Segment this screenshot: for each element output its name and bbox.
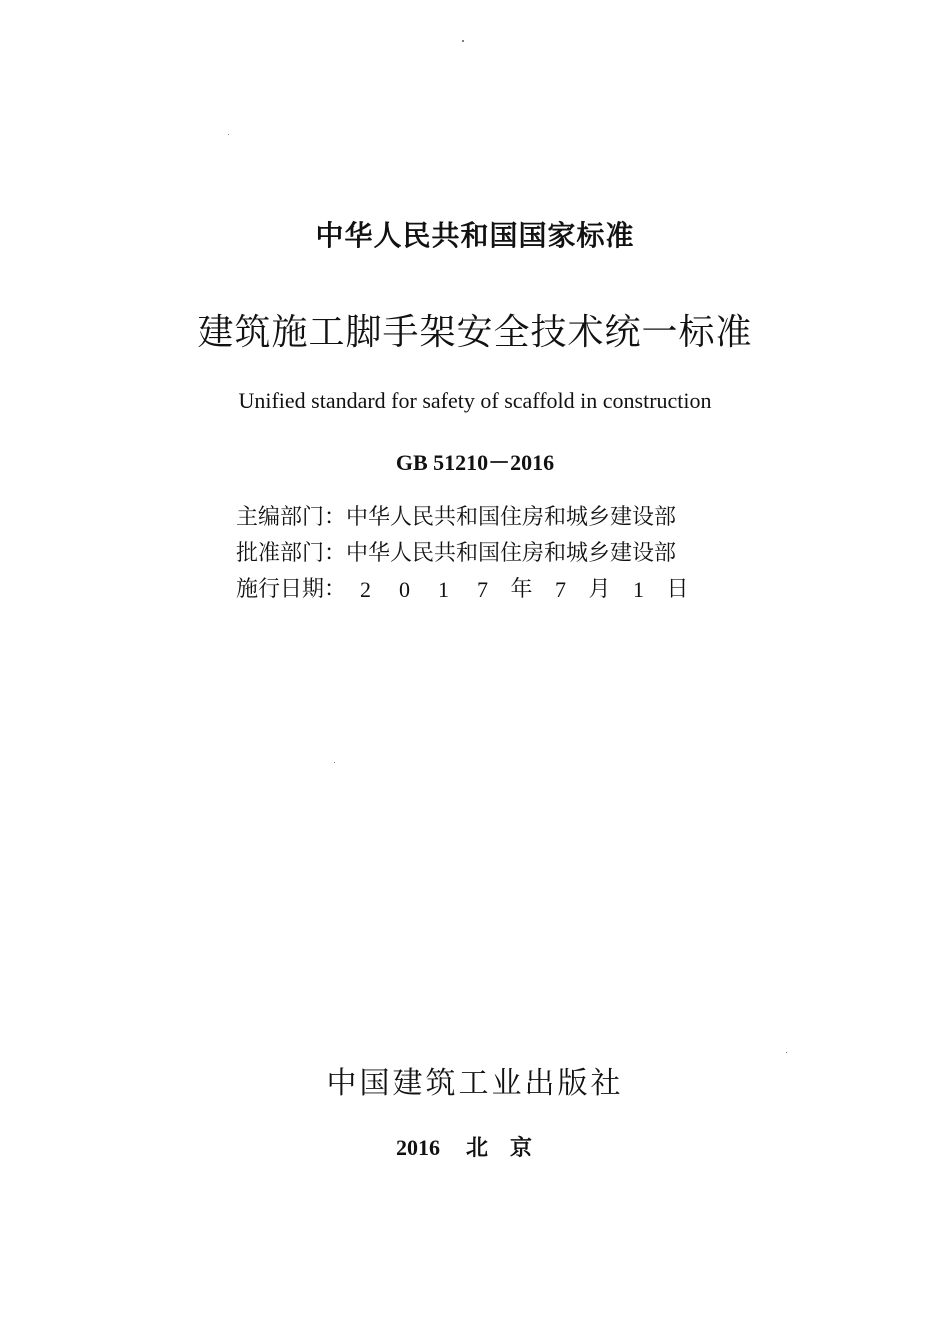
date-digit: 0: [399, 577, 411, 602]
imprint-line: [0, 1132, 950, 1164]
approver-value: 中华人民共和国住房和城乡建设部: [346, 541, 677, 566]
imprint-year: 2016: [395, 1135, 440, 1160]
approver-row: [236, 536, 756, 572]
effective-date-label: 施行日期: [236, 577, 325, 602]
effective-date-colon: ：: [324, 577, 347, 602]
document-title-english: Unified standard for safety of scaffold in construction: [238, 388, 712, 413]
editor-row: [236, 500, 756, 536]
date-day-char: 日: [666, 577, 689, 602]
editor-colon: ：: [324, 505, 347, 530]
publisher-name: 中国建筑工业出版社: [326, 1066, 624, 1101]
scan-speck: [786, 1052, 787, 1053]
date-digit: 7: [555, 577, 567, 602]
imprint-city: 北京: [465, 1136, 554, 1161]
date-digit: 2: [360, 577, 372, 602]
national-standard-heading: 中华人民共和国国家标准: [315, 219, 635, 252]
effective-date-row: [236, 572, 756, 608]
approver-colon: ：: [324, 541, 347, 566]
scan-speck: [228, 134, 229, 135]
document-title-chinese: 建筑施工脚手架安全技术统一标准: [197, 312, 753, 353]
date-digit: 7: [477, 577, 489, 602]
effective-date-value: [346, 572, 697, 608]
date-digit: 1: [633, 577, 645, 602]
standard-metadata: [236, 500, 756, 608]
date-year-char: 年: [510, 577, 533, 602]
scan-speck: [334, 762, 335, 763]
approver-label: 批准部门: [236, 541, 325, 566]
date-month-char: 月: [588, 577, 611, 602]
scan-speck: [462, 40, 464, 42]
editor-label: 主编部门: [236, 505, 325, 530]
editor-value: 中华人民共和国住房和城乡建设部: [346, 505, 677, 530]
standard-code: GB 51210－2016: [395, 450, 555, 475]
date-digit: 1: [438, 577, 450, 602]
